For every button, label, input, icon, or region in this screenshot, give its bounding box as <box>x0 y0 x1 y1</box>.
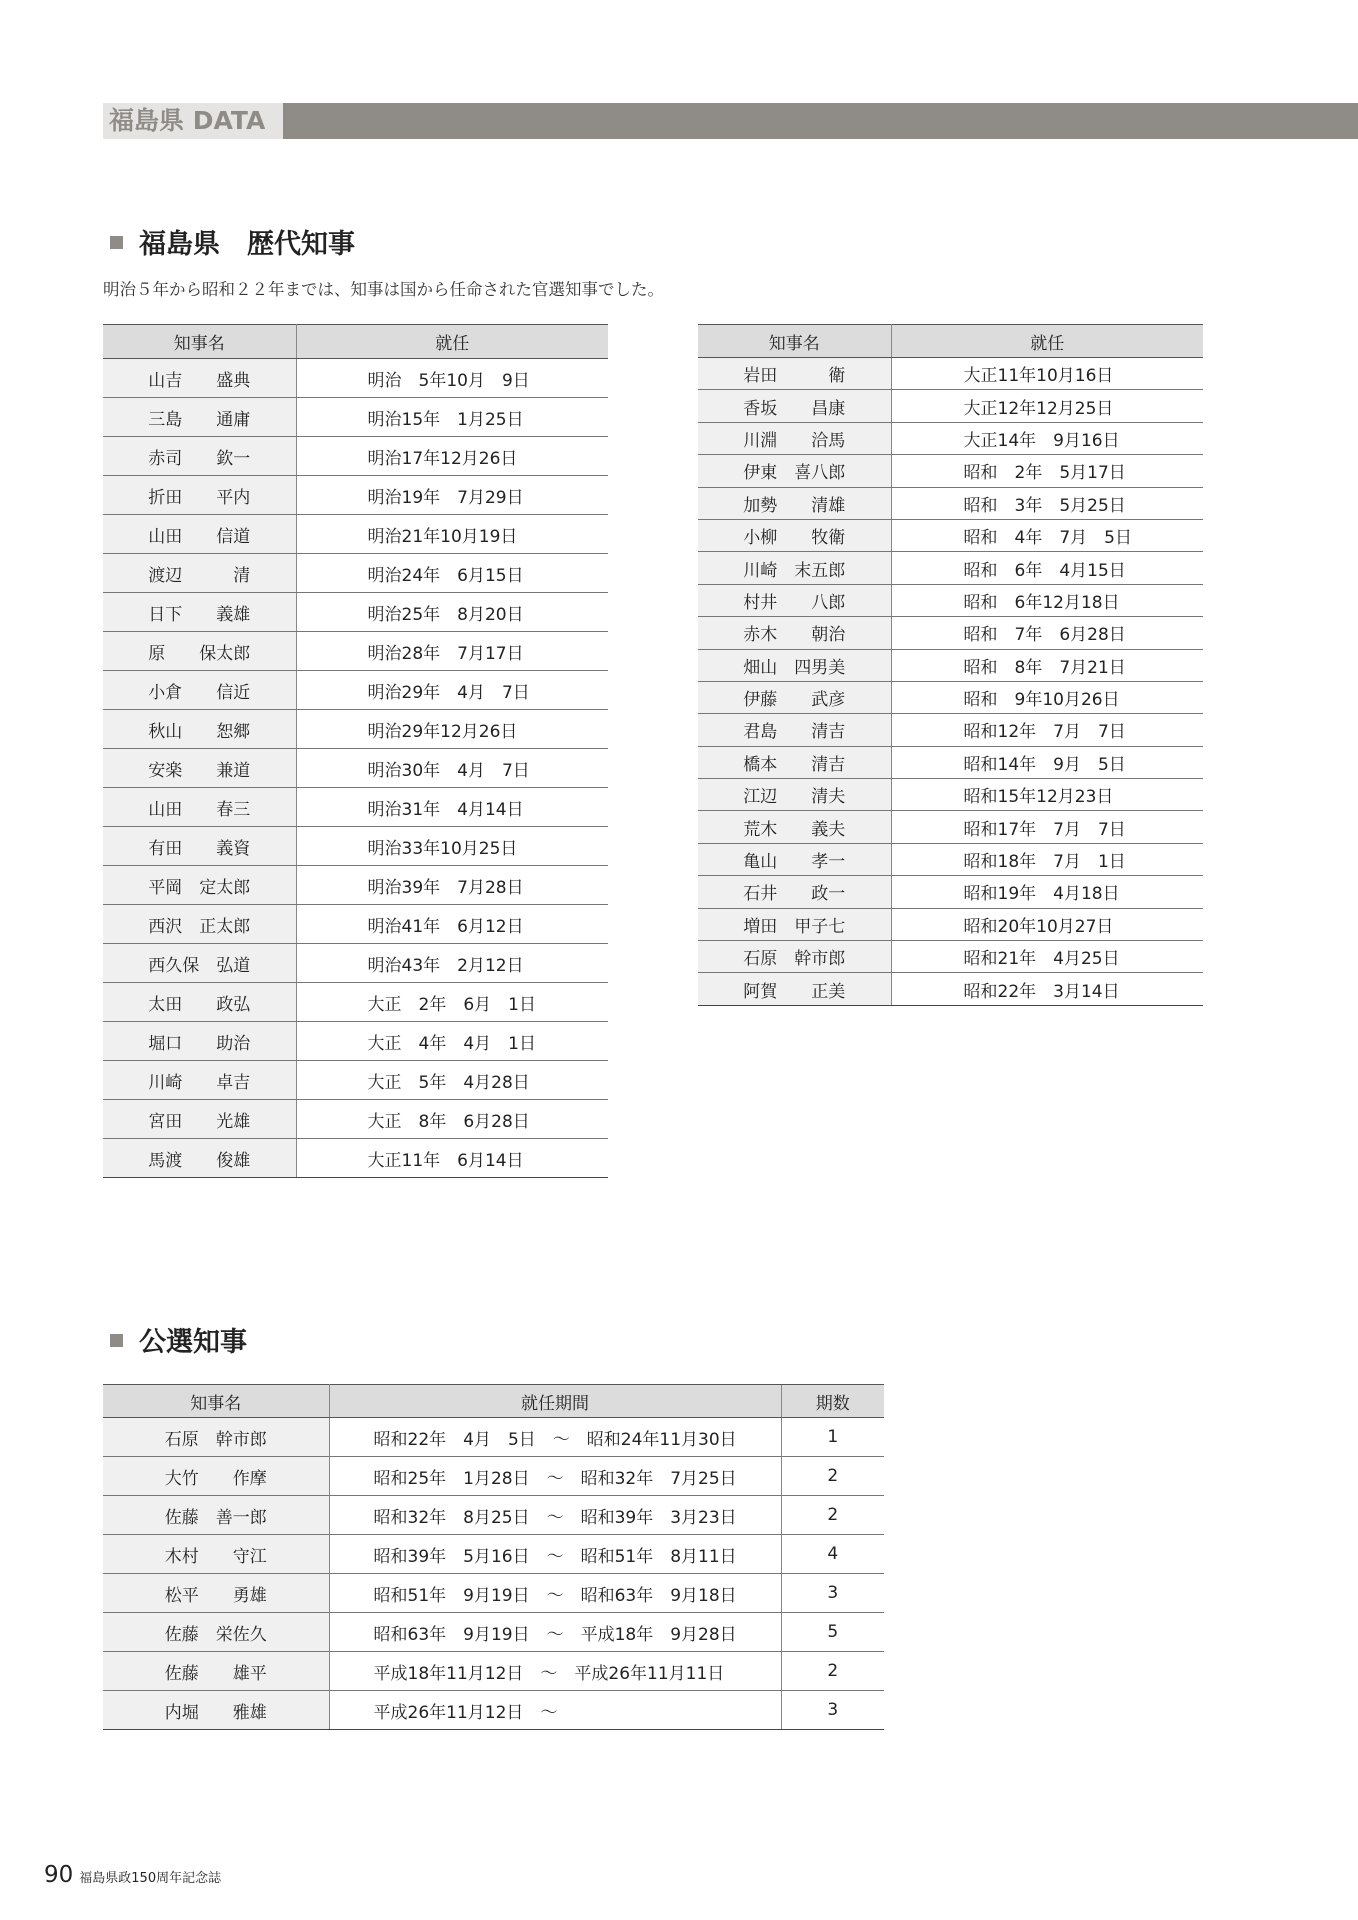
table-row <box>103 1574 884 1613</box>
section2-title <box>110 1320 247 1359</box>
table-row <box>103 554 608 593</box>
cell-period: 昭和63年 9月19日 ～ 平成18年 9月28日 <box>329 1613 781 1652</box>
table-row <box>698 649 1203 681</box>
cell-date: 明治 5年10月 9日 <box>296 359 608 398</box>
appointed-governors-table-left <box>103 324 608 1178</box>
cell-date: 明治24年 6月15日 <box>296 554 608 593</box>
publication-title: 福島県政150周年記念誌 <box>79 1871 222 1886</box>
cell-name: 秋山 恕郷 <box>103 710 296 749</box>
table-row <box>698 455 1203 487</box>
cell-name: 西久保 弘道 <box>103 944 296 983</box>
cell-name: 阿賀 正美 <box>698 973 891 1005</box>
table-row <box>698 519 1203 551</box>
table-row <box>698 681 1203 713</box>
table-row <box>698 714 1203 746</box>
table-row <box>698 941 1203 973</box>
cell-date: 昭和 3年 5月25日 <box>891 487 1203 519</box>
cell-name: 佐藤 栄佐久 <box>103 1613 329 1652</box>
cell-date: 大正11年 6月14日 <box>296 1139 608 1178</box>
cell-name: 畑山 四男美 <box>698 649 891 681</box>
table-row <box>103 866 608 905</box>
table-row <box>103 1535 884 1574</box>
cell-terms: 5 <box>781 1613 884 1652</box>
cell-terms: 2 <box>781 1652 884 1691</box>
table-row <box>103 593 608 632</box>
cell-terms: 3 <box>781 1691 884 1730</box>
table-row <box>103 983 608 1022</box>
cell-name: 亀山 孝一 <box>698 843 891 875</box>
table-row <box>103 827 608 866</box>
cell-date: 明治28年 7月17日 <box>296 632 608 671</box>
table-row <box>103 1652 884 1691</box>
cell-date: 昭和15年12月23日 <box>891 779 1203 811</box>
table-row <box>698 358 1203 390</box>
cell-name: 山田 春三 <box>103 788 296 827</box>
cell-name: 石原 幹市郎 <box>103 1418 329 1457</box>
table-body <box>103 359 608 1178</box>
column-header-name: 知事名 <box>103 325 296 359</box>
table-row <box>698 876 1203 908</box>
table-row <box>103 1418 884 1457</box>
appointed-governors-table-right <box>698 324 1203 1006</box>
page-footer <box>44 1862 221 1888</box>
cell-date: 昭和19年 4月18日 <box>891 876 1203 908</box>
cell-name: 三島 通庸 <box>103 398 296 437</box>
cell-date: 大正 8年 6月28日 <box>296 1100 608 1139</box>
cell-date: 昭和12年 7月 7日 <box>891 714 1203 746</box>
cell-terms: 2 <box>781 1457 884 1496</box>
table-row <box>698 811 1203 843</box>
table-row <box>698 617 1203 649</box>
cell-name: 原 保太郎 <box>103 632 296 671</box>
column-header-date: 就任 <box>296 325 608 359</box>
cell-date: 明治19年 7月29日 <box>296 476 608 515</box>
table-row <box>103 1457 884 1496</box>
table-row <box>103 398 608 437</box>
cell-period: 昭和25年 1月28日 ～ 昭和32年 7月25日 <box>329 1457 781 1496</box>
cell-name: 渡辺 清 <box>103 554 296 593</box>
table-row <box>698 584 1203 616</box>
cell-date: 昭和 8年 7月21日 <box>891 649 1203 681</box>
cell-name: 太田 政弘 <box>103 983 296 1022</box>
cell-date: 明治29年 4月 7日 <box>296 671 608 710</box>
cell-date: 明治43年 2月12日 <box>296 944 608 983</box>
cell-name: 小柳 牧衛 <box>698 519 891 551</box>
cell-date: 昭和22年 3月14日 <box>891 973 1203 1005</box>
table-row <box>698 746 1203 778</box>
cell-name: 小倉 信近 <box>103 671 296 710</box>
cell-name: 松平 勇雄 <box>103 1574 329 1613</box>
table-row <box>103 437 608 476</box>
cell-name: 折田 平内 <box>103 476 296 515</box>
cell-name: 荒木 義夫 <box>698 811 891 843</box>
column-header-name: 知事名 <box>103 1385 329 1418</box>
table-row <box>103 710 608 749</box>
cell-period: 昭和32年 8月25日 ～ 昭和39年 3月23日 <box>329 1496 781 1535</box>
table-row <box>698 843 1203 875</box>
table-row <box>103 671 608 710</box>
cell-name: 伊藤 武彦 <box>698 681 891 713</box>
cell-date: 明治39年 7月28日 <box>296 866 608 905</box>
table-row <box>103 1139 608 1178</box>
cell-date: 大正14年 9月16日 <box>891 422 1203 454</box>
cell-name: 加勢 清雄 <box>698 487 891 519</box>
cell-name: 香坂 昌康 <box>698 390 891 422</box>
cell-name: 馬渡 俊雄 <box>103 1139 296 1178</box>
table-row <box>698 552 1203 584</box>
cell-date: 大正 4年 4月 1日 <box>296 1022 608 1061</box>
cell-date: 明治31年 4月14日 <box>296 788 608 827</box>
cell-name: 山吉 盛典 <box>103 359 296 398</box>
section2-title-text: 公選知事 <box>139 1327 247 1358</box>
cell-date: 大正11年10月16日 <box>891 358 1203 390</box>
page-number: 90 <box>44 1862 74 1888</box>
cell-name: 内堀 雅雄 <box>103 1691 329 1730</box>
cell-name: 平岡 定太郎 <box>103 866 296 905</box>
table-row <box>103 905 608 944</box>
cell-name: 伊東 喜八郎 <box>698 455 891 487</box>
cell-date: 昭和14年 9月 5日 <box>891 746 1203 778</box>
elected-governors-table <box>103 1384 884 1730</box>
cell-date: 昭和 4年 7月 5日 <box>891 519 1203 551</box>
cell-date: 昭和 6年 4月15日 <box>891 552 1203 584</box>
cell-date: 昭和20年10月27日 <box>891 908 1203 940</box>
column-header-name: 知事名 <box>698 325 891 358</box>
cell-date: 昭和 6年12月18日 <box>891 584 1203 616</box>
cell-date: 明治41年 6月12日 <box>296 905 608 944</box>
cell-name: 大竹 作摩 <box>103 1457 329 1496</box>
cell-name: 佐藤 善一郎 <box>103 1496 329 1535</box>
cell-date: 昭和21年 4月25日 <box>891 941 1203 973</box>
cell-date: 明治21年10月19日 <box>296 515 608 554</box>
cell-name: 橋本 清吉 <box>698 746 891 778</box>
cell-date: 昭和18年 7月 1日 <box>891 843 1203 875</box>
table-row <box>698 422 1203 454</box>
table-row <box>103 1496 884 1535</box>
table-row <box>103 788 608 827</box>
cell-name: 木村 守江 <box>103 1535 329 1574</box>
table-body <box>103 1418 884 1730</box>
cell-name: 石井 政一 <box>698 876 891 908</box>
cell-name: 村井 八郎 <box>698 584 891 616</box>
cell-name: 日下 義雄 <box>103 593 296 632</box>
table-row <box>103 1022 608 1061</box>
square-bullet-icon <box>110 1334 123 1347</box>
table-row <box>103 515 608 554</box>
table-row <box>103 359 608 398</box>
cell-name: 川崎 卓吉 <box>103 1061 296 1100</box>
cell-terms: 4 <box>781 1535 884 1574</box>
cell-name: 山田 信道 <box>103 515 296 554</box>
cell-terms: 3 <box>781 1574 884 1613</box>
table-row <box>698 908 1203 940</box>
column-header-terms: 期数 <box>781 1385 884 1418</box>
cell-date: 大正 5年 4月28日 <box>296 1061 608 1100</box>
table-row <box>698 390 1203 422</box>
column-header-period: 就任期間 <box>329 1385 781 1418</box>
cell-name: 石原 幹市郎 <box>698 941 891 973</box>
section1-title-text: 福島県 歴代知事 <box>139 229 355 260</box>
cell-period: 昭和51年 9月19日 ～ 昭和63年 9月18日 <box>329 1574 781 1613</box>
table-row <box>103 1061 608 1100</box>
cell-name: 有田 義資 <box>103 827 296 866</box>
cell-name: 西沢 正太郎 <box>103 905 296 944</box>
cell-name: 赤司 欽一 <box>103 437 296 476</box>
column-header-date: 就任 <box>891 325 1203 358</box>
table-row <box>103 632 608 671</box>
cell-date: 昭和 2年 5月17日 <box>891 455 1203 487</box>
square-bullet-icon <box>110 236 123 249</box>
cell-date: 明治30年 4月 7日 <box>296 749 608 788</box>
table-row <box>698 779 1203 811</box>
cell-name: 増田 甲子七 <box>698 908 891 940</box>
table-row <box>698 487 1203 519</box>
cell-period: 平成18年11月12日 ～ 平成26年11月11日 <box>329 1652 781 1691</box>
table-row <box>103 749 608 788</box>
table-row <box>698 973 1203 1005</box>
cell-date: 明治29年12月26日 <box>296 710 608 749</box>
table-row <box>103 476 608 515</box>
cell-period: 昭和39年 5月16日 ～ 昭和51年 8月11日 <box>329 1535 781 1574</box>
cell-date: 明治17年12月26日 <box>296 437 608 476</box>
cell-name: 佐藤 雄平 <box>103 1652 329 1691</box>
cell-date: 明治33年10月25日 <box>296 827 608 866</box>
cell-date: 明治25年 8月20日 <box>296 593 608 632</box>
cell-date: 大正12年12月25日 <box>891 390 1203 422</box>
cell-name: 安楽 兼道 <box>103 749 296 788</box>
cell-date: 昭和17年 7月 7日 <box>891 811 1203 843</box>
section1-title <box>110 222 355 261</box>
table-row <box>103 1613 884 1652</box>
header-band <box>103 103 1358 139</box>
cell-date: 明治15年 1月25日 <box>296 398 608 437</box>
cell-period: 平成26年11月12日 ～ <box>329 1691 781 1730</box>
cell-date: 大正 2年 6月 1日 <box>296 983 608 1022</box>
cell-name: 川崎 末五郎 <box>698 552 891 584</box>
cell-name: 赤木 朝治 <box>698 617 891 649</box>
table-body <box>698 358 1203 1006</box>
cell-name: 岩田 衛 <box>698 358 891 390</box>
table-row <box>103 944 608 983</box>
header-label: 福島県 DATA <box>103 103 283 139</box>
cell-period: 昭和22年 4月 5日 ～ 昭和24年11月30日 <box>329 1418 781 1457</box>
cell-name: 江辺 清夫 <box>698 779 891 811</box>
cell-name: 堀口 助治 <box>103 1022 296 1061</box>
cell-name: 宮田 光雄 <box>103 1100 296 1139</box>
cell-terms: 2 <box>781 1496 884 1535</box>
cell-name: 君島 清吉 <box>698 714 891 746</box>
cell-name: 川淵 洽馬 <box>698 422 891 454</box>
cell-terms: 1 <box>781 1418 884 1457</box>
section1-intro: 明治５年から昭和２２年までは、知事は国から任命された官選知事でした。 <box>103 280 664 299</box>
cell-date: 昭和 7年 6月28日 <box>891 617 1203 649</box>
cell-date: 昭和 9年10月26日 <box>891 681 1203 713</box>
table-row <box>103 1691 884 1730</box>
table-row <box>103 1100 608 1139</box>
